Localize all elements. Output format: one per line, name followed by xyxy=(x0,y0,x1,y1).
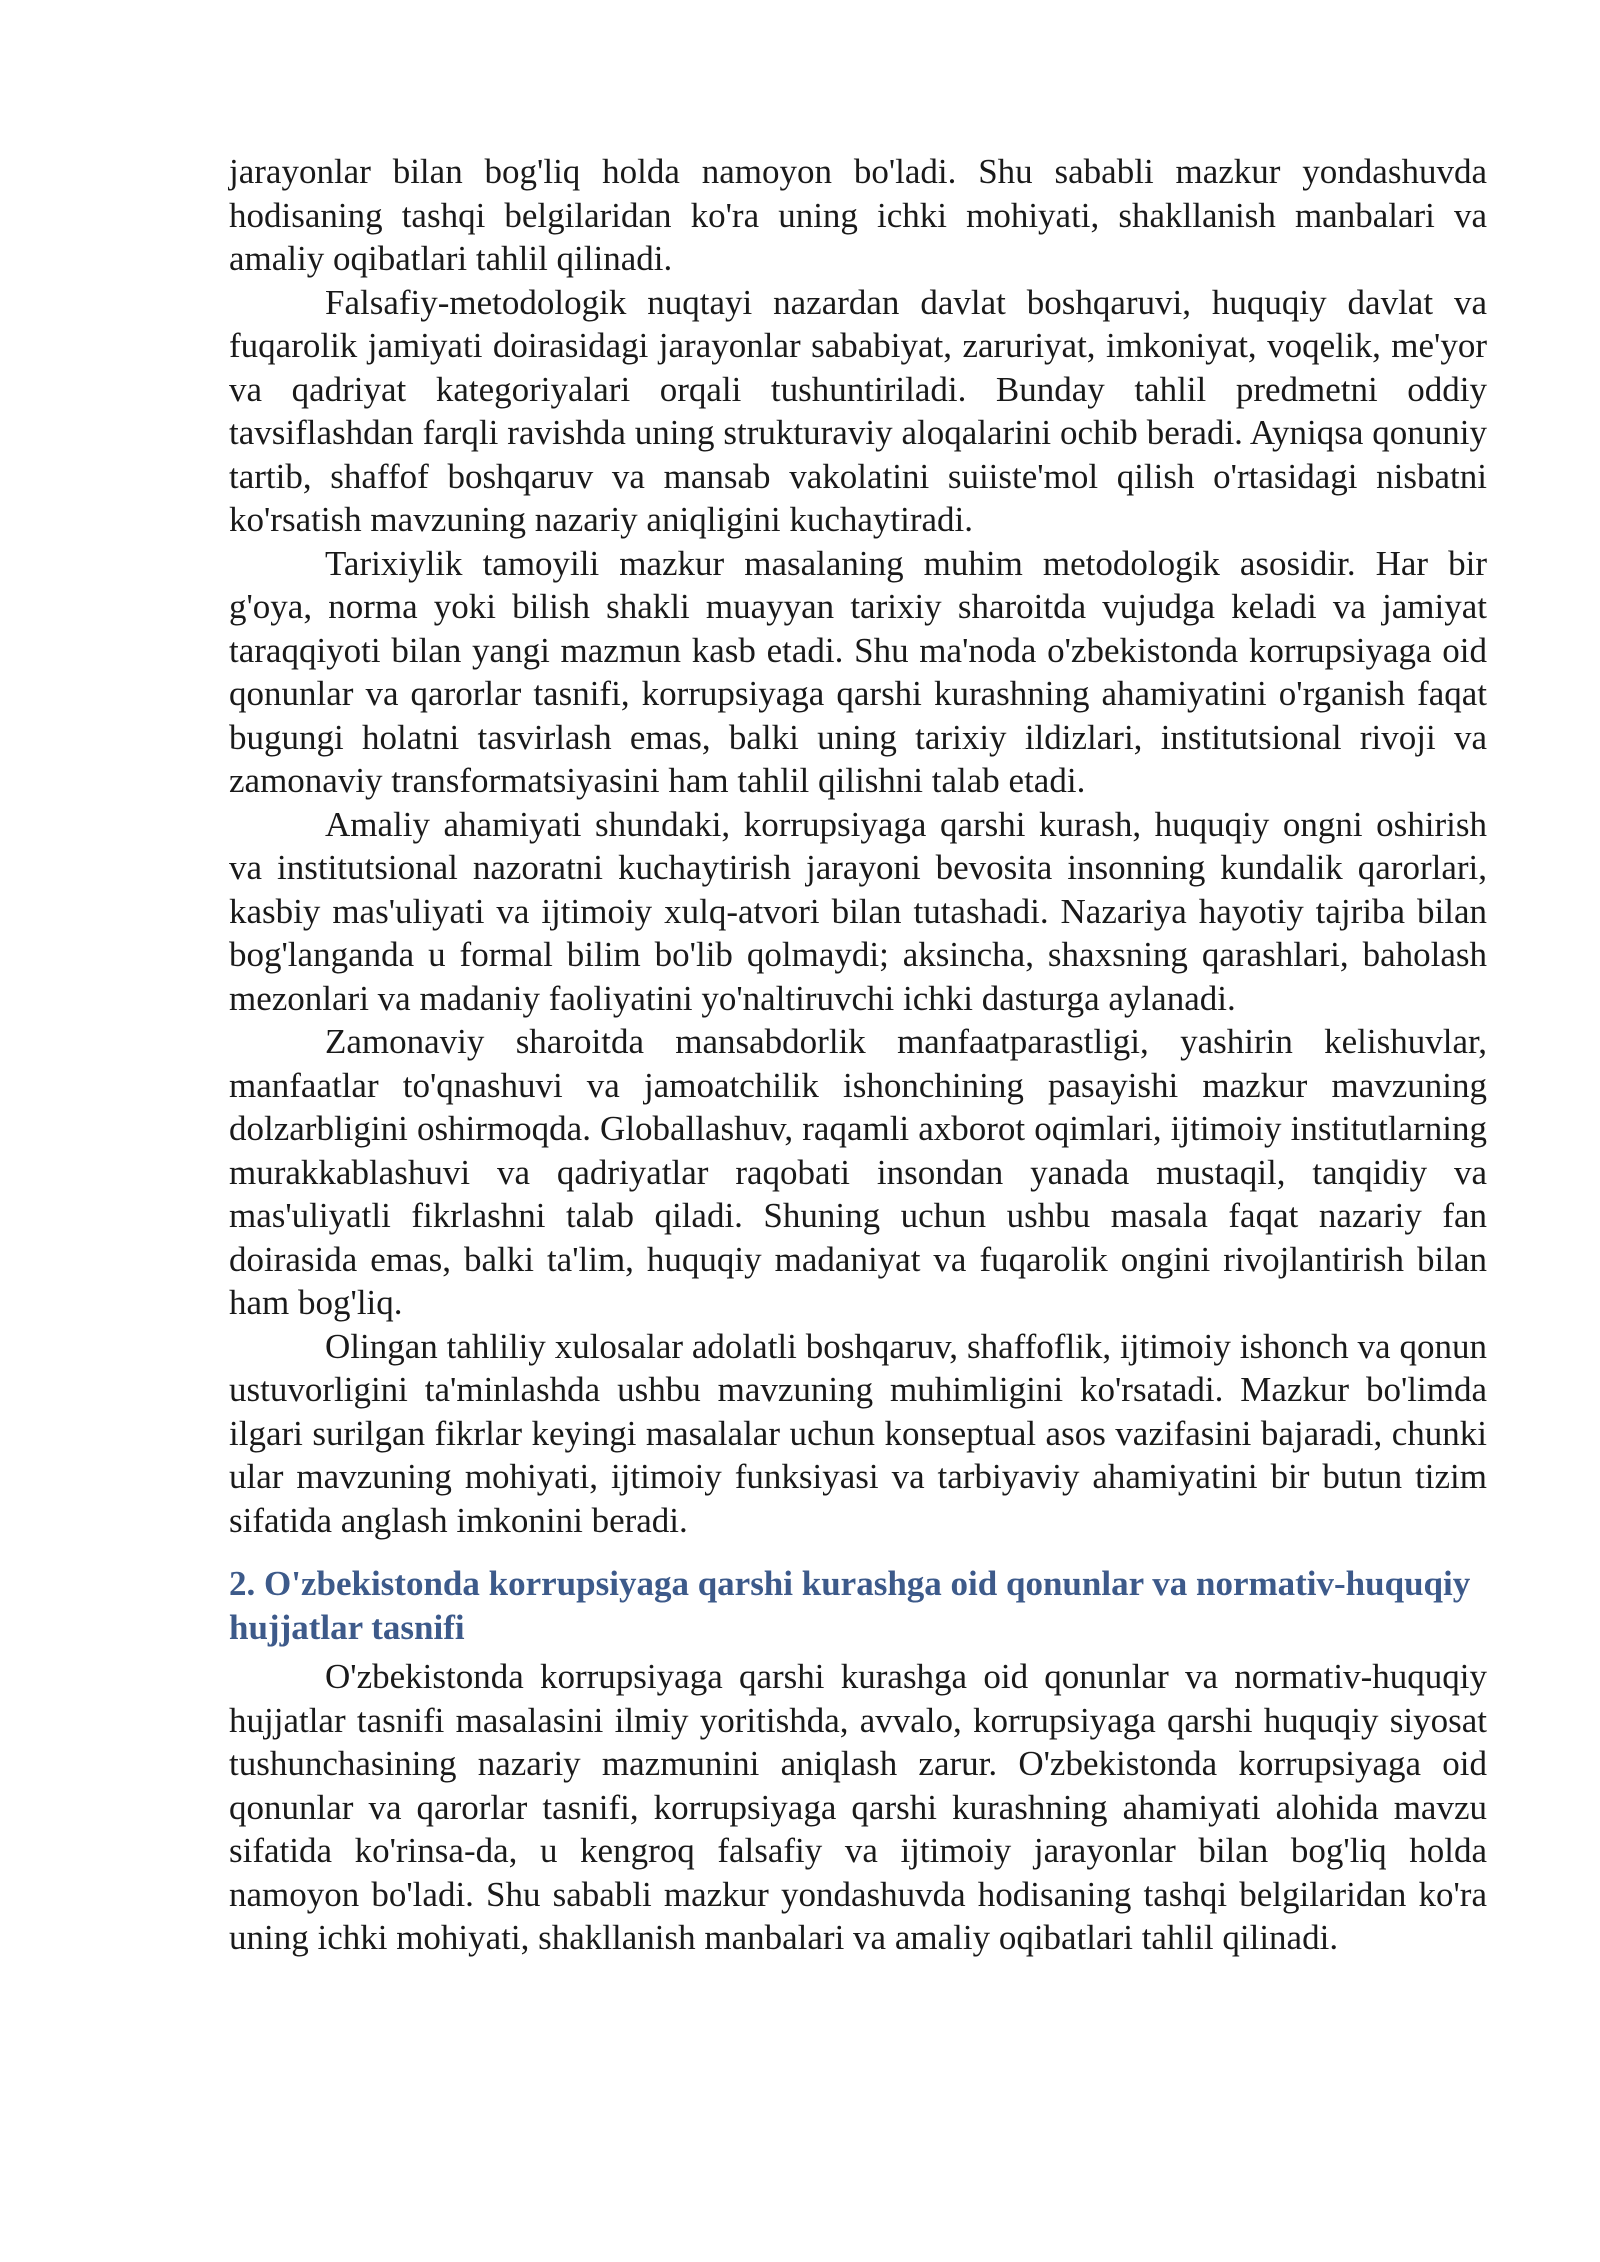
paragraph-section-intro: O'zbekistonda korrupsiyaga qarshi kurashga oid qonunlar va normativ-huquqiy hujjatlar tasnifi masalasini ilmiy yoritishda, avvalo, korrupsiyaga qarshi huquqiy siyosat tushunchasining nazariy mazmunini aniqlash zarur. O'zbekistonda korrupsiyaga oid qonunlar va qarorlar tasnifi, korrupsiyaga qarshi kurashning ahamiyati alohida mavzu sifatida ko'rinsa-da, u kengroq falsafiy va ijtimoiy jarayonlar bilan bog'liq holda namoyon bo'ladi. Shu sababli mazkur yondashuvda hodisaning tashqi belgilaridan ko'ra uning ichki mohiyati, shakllanish manbalari va amaliy oqibatlari tahlil qilinadi. xyxy=(229,1657,1487,1957)
paragraph-conclusions: Olingan tahliliy xulosalar adolatli boshqaruv, shaffoflik, ijtimoiy ishonch va qonun ustuvorligini ta'minlashda ushbu mavzuning muhimligini ko'rsatadi. Mazkur bo'limda ilgari surilgan fikrlar keyingi masalalar uchun konseptual asos vazifasini bajaradi, chunki ular mavzuning mohiyati, ijtimoiy funksiyasi va tarbiyaviy ahamiyatini bir butun tizim sifatida anglash imkonini beradi. xyxy=(229,1326,1487,1540)
section-heading: 2. O'zbekistonda korrupsiyaga qarshi kurashga oid qonunlar va normativ-huquqiy hujjatlar tasnifi xyxy=(229,1564,1471,1647)
paragraph-historicism: Tarixiylik tamoyili mazkur masalaning muhim metodologik asosidir. Har bir g'oya, norma yoki bilish shakli muayyan tarixiy sharoitda vujudga keladi va jamiyat taraqqiyoti bilan yangi mazmun kasb etadi. Shu ma'noda o'zbekistonda korrupsiyaga oid qonunlar va qarorlar tasnifi, korrupsiyaga qarshi kurashning ahamiyatini o'rganish faqat bugungi holatni tasvirlash emas, balki uning tarixiy ildizlari, institutsional rivoji va zamonaviy transformatsiyasini ham tahlil qilishni talab etadi. xyxy=(229,543,1487,800)
paragraph-modern-conditions: Zamonaviy sharoitda mansabdorlik manfaatparastligi, yashirin kelishuvlar, manfaatlar to'qnashuvi va jamoatchilik ishonchining pasayishi mazkur mavzuning dolzarbligini oshirmoqda. Globallashuv, raqamli axborot oqimlari, ijtimoiy institutlarning murakkablashuvi va qadriyatlar raqobati insondan yanada mustaqil, tanqidiy va mas'uliyatli fikrlashni talab qiladi. Shuning uchun ushbu masala faqat nazariy fan doirasida emas, balki ta'lim, huquqiy madaniyat va fuqarolik ongini rivojlantirish bilan ham bog'liq. xyxy=(229,1022,1487,1322)
paragraph-practical-significance: Amaliy ahamiyati shundaki, korrupsiyaga qarshi kurash, huquqiy ongni oshirish va institutsional nazoratni kuchaytirish jarayoni bevosita insonning kundalik qarorlari, kasbiy mas'uliyati va ijtimoiy xulq-atvori bilan tutashadi. Nazariya hayotiy tajriba bilan bog'langanda u formal bilim bo'lib qolmaydi; aksincha, shaxsning qarashlari, baholash mezonlari va madaniy faoliyatini yo'naltiruvchi ichki dasturga aylanadi. xyxy=(229,804,1487,1018)
page-content xyxy=(229,150,1487,1960)
paragraph-methodology: Falsafiy-metodologik nuqtayi nazardan davlat boshqaruvi, huquqiy davlat va fuqarolik jamiyati doirasidagi jarayonlar sababiyat, zaruriyat, imkoniyat, voqelik, me'yor va qadriyat kategoriyalari orqali tushuntiriladi. Bunday tahlil predmetni oddiy tavsiflashdan farqli ravishda uning strukturaviy aloqalarini ochib beradi. Ayniqsa qonuniy tartib, shaffof boshqaruv va mansab vakolatini suiiste'mol qilish o'rtasidagi nisbatni ko'rsatish mavzuning nazariy aniqligini kuchaytiradi. xyxy=(229,282,1487,539)
paragraph-continuation: jarayonlar bilan bog'liq holda namoyon bo'ladi. Shu sababli mazkur yondashuvda hodisaning tashqi belgilaridan ko'ra uning ichki mohiyati, shakllanish manbalari va amaliy oqibatlari tahlil qilinadi. xyxy=(229,152,1487,278)
